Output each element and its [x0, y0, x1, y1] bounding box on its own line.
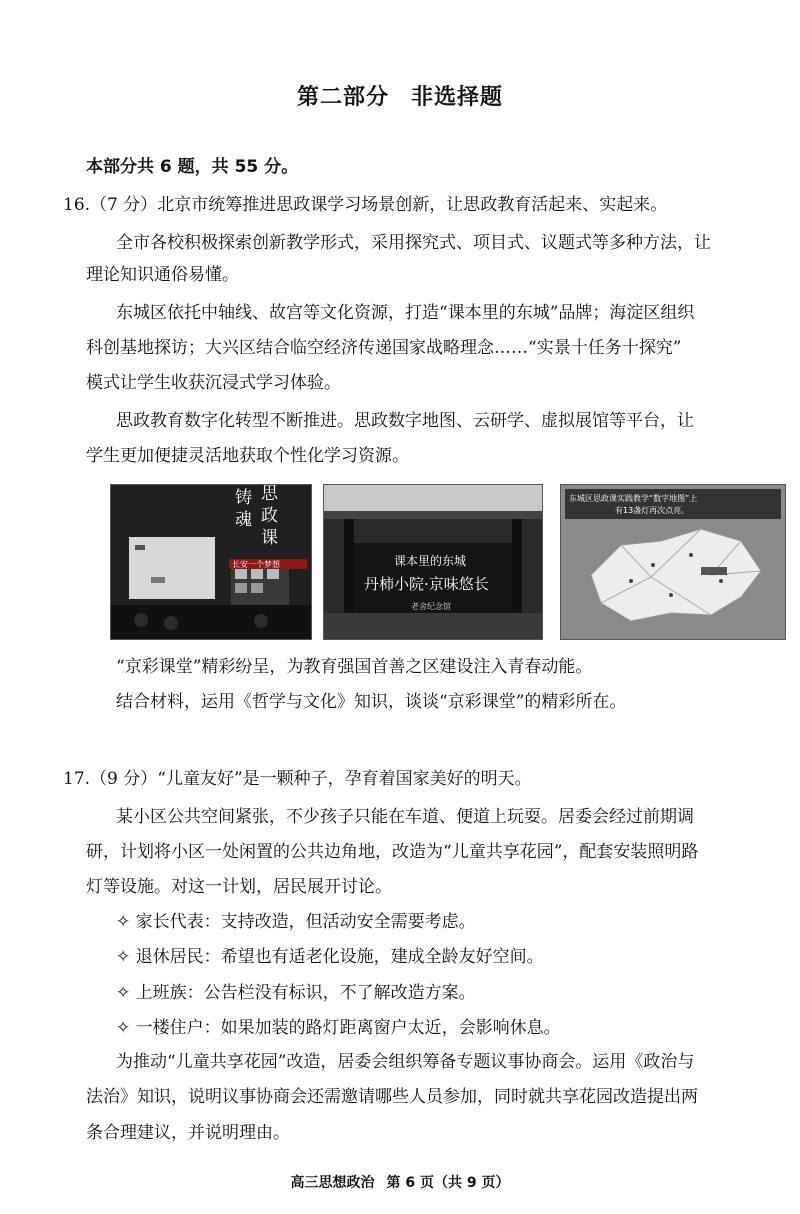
- q17-task-line: 条合理建议，并说明理由。: [86, 1123, 290, 1143]
- q17-opinion-item: ✧ 上班族：公告栏没有标识，不了解改造方案。: [116, 983, 476, 1003]
- photo-banner: 长安一个梦想: [232, 560, 280, 569]
- q17-opinion-item: ✧ 家长代表：支持改造，但活动安全需要考虑。: [116, 912, 476, 932]
- photo-classroom: [110, 484, 312, 640]
- q16-heading: 16.（7 分）北京市统筹推进思政课学习场景创新，让思政教育活起来、实起来。: [63, 195, 668, 215]
- sign-char: 课: [261, 528, 278, 548]
- q17-paragraph-line: 某小区公共空间紧张，不少孩子只能在车道、便道上玩耍。居委会经过前期调: [116, 807, 694, 827]
- q16-paragraph-line: 全市各校积极探索创新教学形式，采用探究式、项目式、议题式等多种方法，让: [116, 233, 711, 253]
- q17-paragraph-line: 研，计划将小区一处闲置的公共边角地，改造为“儿童共享花园”，配套安装照明路: [86, 842, 699, 862]
- photo-caption-sub: 老舍纪念馆: [411, 602, 451, 611]
- footer-page-number: 第 6 页（共 9 页）: [386, 1175, 510, 1191]
- gate-illustration: [324, 485, 542, 639]
- q17-paragraph-line: 灯等设施。对这一计划，居民展开讨论。: [86, 877, 392, 897]
- photo-memorial-gate: [323, 484, 543, 640]
- q16-paragraph-line: 学生更加便捷灵活地获取个性化学习资源。: [86, 446, 409, 466]
- q16-summary-line: “京彩课堂”精彩纷呈，为教育强国首善之区建设注入青春动能。: [116, 657, 593, 677]
- q17-task-line: 法治》知识，说明议事协商会还需邀请哪些人员参加，同时就共享花园改造提出两: [86, 1087, 698, 1107]
- photo-caption-main: 丹柿小院·京味悠长: [364, 575, 489, 593]
- q17-opinion-item: ✧ 一楼住户：如果加装的路灯距离窗户太近，会影响休息。: [116, 1018, 561, 1038]
- page-footer: [0, 1172, 800, 1192]
- footer-subject: 高三思想政治: [290, 1175, 375, 1191]
- q16-paragraph-line: 思政教育数字化转型不断推进。思政数字地图、云研学、虚拟展馆等平台，让: [116, 411, 694, 431]
- sign-char: 铸: [235, 488, 252, 508]
- q16-paragraph-line: 科创基地探访；大兴区结合临空经济传递国家战略理念……“实景十任务十探究”: [86, 338, 682, 358]
- sign-char: 政: [261, 506, 278, 526]
- q16-paragraph-line: 东城区依托中轴线、故宫等文化资源，打造“课本里的东城”品牌；海淀区组织: [116, 303, 695, 323]
- q16-paragraph-line: 模式让学生收获沉浸式学习体验。: [86, 373, 341, 393]
- photo-digital-map: [560, 484, 786, 640]
- section-intro: 本部分共 6 题，共 55 分。: [86, 157, 299, 177]
- map-banner-line: 有13盏灯再次点亮。: [615, 506, 690, 515]
- map-illustration: [561, 485, 785, 639]
- sign-char: 思: [261, 485, 278, 504]
- photo-sign: 课本里的东城: [394, 554, 467, 568]
- sign-char: 魂: [235, 510, 252, 530]
- section-title: 第二部分 非选择题: [296, 85, 504, 110]
- q16-task-line: 结合材料，运用《哲学与文化》知识，谈谈“京彩课堂”的精彩所在。: [116, 692, 627, 712]
- classroom-illustration: [111, 485, 311, 639]
- map-banner-line: 东城区思政课实践教学“数字地图”上: [569, 494, 698, 503]
- q17-opinion-item: ✧ 退休居民：希望也有适老化设施，建成全龄友好空间。: [116, 947, 544, 967]
- q16-paragraph-line: 理论知识通俗易懂。: [86, 265, 239, 285]
- q17-heading: 17.（9 分）“儿童友好”是一颗种子，孕育着国家美好的明天。: [63, 769, 532, 789]
- q17-task-line: 为推动“儿童共享花园”改造，居委会组织筹备专题议事协商会。运用《政治与: [116, 1052, 695, 1072]
